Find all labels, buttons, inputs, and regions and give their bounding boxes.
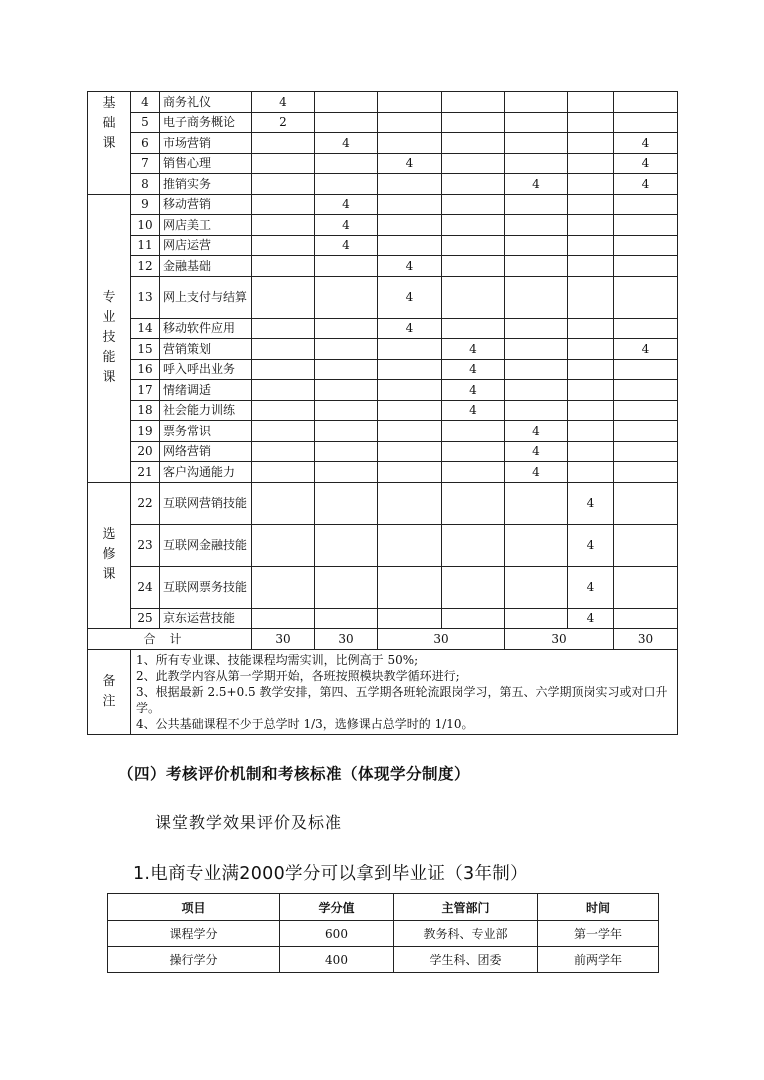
hours-cell (252, 380, 315, 401)
row-number: 18 (131, 400, 160, 421)
hours-cell (315, 462, 378, 483)
hours-cell (378, 608, 442, 629)
table-row (88, 174, 678, 195)
hours-cell: 4 (252, 92, 315, 113)
hours-cell (442, 276, 505, 318)
hours-cell (505, 112, 568, 133)
hours-cell (505, 400, 568, 421)
hours-cell (315, 608, 378, 629)
category-label: 专业技能课 (102, 290, 116, 385)
hours-cell (568, 112, 614, 133)
table-row (88, 359, 678, 380)
hours-cell (505, 482, 568, 524)
hours-cell: 4 (315, 194, 378, 215)
hours-cell: 4 (568, 566, 614, 608)
course-name: 市场营销 (160, 133, 252, 154)
course-name: 客户沟通能力 (160, 462, 252, 483)
hours-cell: 4 (505, 421, 568, 442)
course-name: 商务礼仪 (160, 92, 252, 113)
hours-cell (505, 276, 568, 318)
course-name: 互联网票务技能 (160, 566, 252, 608)
total-label: 合计 (88, 629, 252, 650)
hours-cell (568, 400, 614, 421)
course-name: 网店运营 (160, 235, 252, 256)
hours-cell (505, 235, 568, 256)
total-value: 30 (315, 629, 378, 650)
note-line: 3、根据最新 2.5+0.5 教学安排，第四、五学期各班轮流跟岗学习，第五、六学期顶岗实习或对口升学。 (136, 684, 668, 715)
hours-cell (505, 566, 568, 608)
hours-cell: 4 (315, 215, 378, 236)
course-name: 网店美工 (160, 215, 252, 236)
hours-cell (614, 482, 678, 524)
table-row (88, 400, 678, 421)
course-name: 呼入呼出业务 (160, 359, 252, 380)
table-cell: 课程学分 (108, 921, 280, 947)
note-line: 4、公共基础课程不少于总学时 1/3，选修课占总学时的 1/10。 (136, 716, 474, 731)
row-number: 21 (131, 462, 160, 483)
hours-cell (252, 256, 315, 277)
table-row (88, 194, 678, 215)
row-number: 25 (131, 608, 160, 629)
schedule-body (88, 92, 678, 735)
hours-cell (252, 400, 315, 421)
hours-cell (505, 524, 568, 566)
hours-cell (315, 380, 378, 401)
category-label: 基础课 (102, 96, 116, 151)
hours-cell (252, 318, 315, 339)
table-row (88, 339, 678, 360)
notes-cell (131, 649, 678, 734)
hours-cell (568, 174, 614, 195)
sub-heading: 课堂教学效果评价及标准 (155, 813, 343, 832)
credit-table (107, 893, 659, 973)
total-value: 30 (252, 629, 315, 650)
hours-cell (252, 524, 315, 566)
hours-cell (505, 318, 568, 339)
hours-cell (378, 133, 442, 154)
hours-cell (614, 524, 678, 566)
hours-cell (614, 276, 678, 318)
hours-cell: 4 (442, 359, 505, 380)
notes-label-cell (88, 649, 131, 734)
hours-cell (252, 215, 315, 236)
hours-cell (378, 462, 442, 483)
hours-cell (378, 566, 442, 608)
course-name: 推销实务 (160, 174, 252, 195)
row-number: 24 (131, 566, 160, 608)
hours-cell: 4 (315, 235, 378, 256)
hours-cell (442, 421, 505, 442)
hours-cell (315, 339, 378, 360)
hours-cell (378, 92, 442, 113)
hours-cell: 4 (614, 339, 678, 360)
table-row (88, 112, 678, 133)
hours-cell (378, 174, 442, 195)
hours-cell: 4 (614, 133, 678, 154)
hours-cell: 4 (442, 380, 505, 401)
hours-cell (442, 174, 505, 195)
hours-cell (378, 339, 442, 360)
table-row (88, 380, 678, 401)
table-row (88, 235, 678, 256)
hours-cell (614, 256, 678, 277)
hours-cell (442, 92, 505, 113)
hours-cell: 4 (378, 276, 442, 318)
course-name: 电子商务概论 (160, 112, 252, 133)
row-number: 9 (131, 194, 160, 215)
hours-cell (505, 153, 568, 174)
hours-cell (568, 359, 614, 380)
hours-cell (568, 462, 614, 483)
hours-cell (252, 276, 315, 318)
hours-cell (614, 112, 678, 133)
hours-cell (442, 256, 505, 277)
hours-cell (378, 215, 442, 236)
hours-cell (442, 462, 505, 483)
hours-cell (568, 421, 614, 442)
hours-cell (614, 566, 678, 608)
hours-cell (614, 318, 678, 339)
row-number: 13 (131, 276, 160, 318)
hours-cell (252, 133, 315, 154)
hours-cell (315, 400, 378, 421)
hours-cell (252, 441, 315, 462)
course-name: 营销策划 (160, 339, 252, 360)
course-name: 移动软件应用 (160, 318, 252, 339)
hours-cell (568, 339, 614, 360)
hours-cell (378, 524, 442, 566)
row-number: 10 (131, 215, 160, 236)
table-row (108, 921, 659, 947)
hours-cell: 4 (505, 174, 568, 195)
hours-cell (505, 380, 568, 401)
row-number: 23 (131, 524, 160, 566)
hours-cell (378, 194, 442, 215)
hours-cell (568, 276, 614, 318)
header-cell: 时间 (538, 894, 659, 921)
course-name: 移动营销 (160, 194, 252, 215)
category-cell (88, 92, 131, 195)
row-number: 6 (131, 133, 160, 154)
table-row (88, 256, 678, 277)
table-row (88, 318, 678, 339)
hours-cell (315, 441, 378, 462)
row-number: 12 (131, 256, 160, 277)
hours-cell (442, 482, 505, 524)
table-row (88, 153, 678, 174)
course-name: 网络营销 (160, 441, 252, 462)
row-number: 17 (131, 380, 160, 401)
hours-cell (378, 380, 442, 401)
note-line: 2、此教学内容从第一学期开始，各班按照模块教学循环进行; (136, 668, 460, 683)
hours-cell (315, 482, 378, 524)
table-cell: 教务科、专业部 (394, 921, 538, 947)
hours-cell (442, 318, 505, 339)
hours-cell: 4 (568, 524, 614, 566)
table-row (88, 133, 678, 154)
hours-cell (378, 400, 442, 421)
hours-cell (505, 92, 568, 113)
header-cell: 学分值 (280, 894, 394, 921)
hours-cell (614, 400, 678, 421)
row-number: 22 (131, 482, 160, 524)
hours-cell (505, 194, 568, 215)
table-cell: 前两学年 (538, 947, 659, 973)
notes-label: 备注 (102, 673, 116, 709)
hours-cell (315, 359, 378, 380)
hours-cell (315, 112, 378, 133)
hours-cell (442, 133, 505, 154)
hours-cell: 4 (505, 462, 568, 483)
hours-cell (442, 215, 505, 236)
course-name: 社会能力训练 (160, 400, 252, 421)
hours-cell (442, 524, 505, 566)
row-number: 5 (131, 112, 160, 133)
hours-cell (614, 92, 678, 113)
hours-cell (568, 256, 614, 277)
hours-cell (378, 421, 442, 442)
hours-cell (505, 133, 568, 154)
category-label: 选修课 (102, 527, 116, 583)
hours-cell (378, 112, 442, 133)
table-row (108, 947, 659, 973)
course-name: 票务常识 (160, 421, 252, 442)
hours-cell (252, 339, 315, 360)
hours-cell (252, 462, 315, 483)
hours-cell (568, 153, 614, 174)
total-value: 30 (505, 629, 614, 650)
hours-cell (568, 92, 614, 113)
section-heading: （四）考核评价机制和考核标准（体现学分制度） (118, 764, 471, 783)
hours-cell (614, 421, 678, 442)
hours-cell (505, 215, 568, 236)
hours-cell (505, 339, 568, 360)
hours-cell (252, 194, 315, 215)
hours-cell (252, 608, 315, 629)
hours-cell (315, 92, 378, 113)
row-number: 16 (131, 359, 160, 380)
hours-cell (568, 318, 614, 339)
hours-cell (315, 566, 378, 608)
hours-cell (568, 133, 614, 154)
hours-cell (315, 256, 378, 277)
course-name: 互联网金融技能 (160, 524, 252, 566)
hours-cell: 4 (378, 153, 442, 174)
hours-cell (252, 421, 315, 442)
hours-cell (252, 566, 315, 608)
table-row (88, 482, 678, 524)
hours-cell (442, 153, 505, 174)
hours-cell (614, 215, 678, 236)
hours-cell (442, 112, 505, 133)
hours-cell (252, 153, 315, 174)
header-cell: 项目 (108, 894, 280, 921)
hours-cell (252, 482, 315, 524)
hours-cell (568, 235, 614, 256)
hours-cell: 4 (378, 256, 442, 277)
hours-cell: 4 (614, 153, 678, 174)
total-value: 30 (378, 629, 505, 650)
hours-cell: 4 (442, 339, 505, 360)
hours-cell (614, 441, 678, 462)
hours-cell (614, 462, 678, 483)
table-row (88, 276, 678, 318)
item-heading: 1.电商专业满2000学分可以拿到毕业证（3年制） (133, 864, 528, 884)
hours-cell (315, 318, 378, 339)
hours-cell (442, 608, 505, 629)
hours-cell: 2 (252, 112, 315, 133)
hours-cell (505, 359, 568, 380)
row-number: 19 (131, 421, 160, 442)
course-name: 互联网营销技能 (160, 482, 252, 524)
total-value: 30 (614, 629, 678, 650)
hours-cell (252, 235, 315, 256)
hours-cell (505, 608, 568, 629)
category-cell (88, 482, 131, 629)
table-cell: 600 (280, 921, 394, 947)
hours-cell (315, 153, 378, 174)
hours-cell: 4 (442, 400, 505, 421)
row-number: 14 (131, 318, 160, 339)
hours-cell (378, 441, 442, 462)
table-row (88, 421, 678, 442)
hours-cell: 4 (505, 441, 568, 462)
hours-cell (378, 235, 442, 256)
hours-cell (614, 235, 678, 256)
total-row (88, 629, 678, 650)
row-number: 8 (131, 174, 160, 195)
table-row (88, 566, 678, 608)
row-number: 4 (131, 92, 160, 113)
course-name: 金融基础 (160, 256, 252, 277)
hours-cell: 4 (568, 482, 614, 524)
row-number: 7 (131, 153, 160, 174)
hours-cell (614, 194, 678, 215)
note-line: 1、所有专业课、技能课程均需实训，比例高于 50%; (136, 652, 419, 667)
course-name: 网上支付与结算 (160, 276, 252, 318)
table-row (88, 441, 678, 462)
row-number: 15 (131, 339, 160, 360)
hours-cell (442, 194, 505, 215)
table-row (88, 92, 678, 113)
hours-cell (568, 215, 614, 236)
hours-cell: 4 (378, 318, 442, 339)
header-cell: 主管部门 (394, 894, 538, 921)
hours-cell (315, 276, 378, 318)
table-cell: 学生科、团委 (394, 947, 538, 973)
hours-cell (614, 359, 678, 380)
hours-cell (442, 441, 505, 462)
hours-cell: 4 (315, 133, 378, 154)
table-row (88, 608, 678, 629)
hours-cell: 4 (568, 608, 614, 629)
course-schedule-table (87, 91, 678, 735)
table-row (88, 462, 678, 483)
hours-cell (315, 421, 378, 442)
hours-cell (252, 174, 315, 195)
hours-cell (378, 359, 442, 380)
course-name: 京东运营技能 (160, 608, 252, 629)
table-row (88, 524, 678, 566)
table-cell: 第一学年 (538, 921, 659, 947)
hours-cell (614, 380, 678, 401)
table-row (88, 215, 678, 236)
hours-cell (442, 566, 505, 608)
row-number: 20 (131, 441, 160, 462)
hours-cell (252, 359, 315, 380)
course-name: 情绪调适 (160, 380, 252, 401)
hours-cell (315, 174, 378, 195)
category-cell (88, 194, 131, 482)
hours-cell (315, 524, 378, 566)
hours-cell (378, 482, 442, 524)
credit-header-row (108, 894, 659, 921)
hours-cell: 4 (614, 174, 678, 195)
hours-cell (568, 380, 614, 401)
hours-cell (442, 235, 505, 256)
hours-cell (568, 441, 614, 462)
hours-cell (568, 194, 614, 215)
hours-cell (505, 256, 568, 277)
notes-row (88, 649, 678, 734)
course-name: 销售心理 (160, 153, 252, 174)
table-cell: 操行学分 (108, 947, 280, 973)
row-number: 11 (131, 235, 160, 256)
table-cell: 400 (280, 947, 394, 973)
hours-cell (614, 608, 678, 629)
